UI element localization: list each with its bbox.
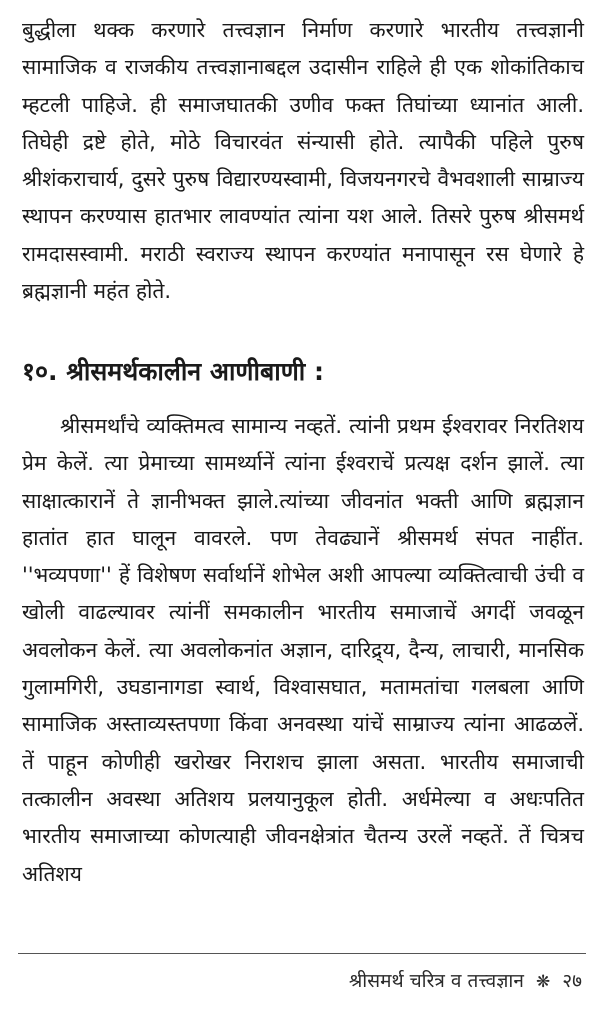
- body-paragraph-1: बुद्धीला थक्क करणारे तत्त्वज्ञान निर्माण करणारे भारतीय तत्त्वज्ञानी सामाजिक व राजकीय तत्त्वज्ञानाबद्दल उदासीन राहिले ही एक शोकांतिकाच म्हटली पाहिजे. ही समाजघातकी उणीव फक्त तिघांच्या ध्यानांत आली. तिघेही द्रष्टे होते, मोठे विचारवंत संन्यासी होते. त्यापैकी पहिले पुरुष श्रीशंकराचार्य, दुसरे पुरुष विद्यारण्यस्वामी, विजयनगरचे वैभवशाली साम्राज्य स्थापन करण्यास हातभार लावण्यांत त्यांना यश आले. तिसरे पुरुष श्रीसमर्थ रामदासस्वामी. मराठी स्वराज्य स्थापन करण्यांत मनापासून रस घेणारे हे ब्रह्मज्ञानी महंत होते.: [22, 18, 584, 304]
- section-heading: १०. श्रीसमर्थकालीन आणीबाणी :: [22, 357, 324, 386]
- footer-divider: [18, 953, 586, 954]
- flower-asterisk-icon: ❋: [535, 972, 551, 992]
- page-footer: [349, 966, 582, 997]
- body-paragraph-2: श्रीसमर्थांचे व्यक्तिमत्व सामान्य नव्हतें. त्यांनी प्रथम ईश्वरावर निरतिशय प्रेम केलें. त्या प्रेमाच्या सामर्थ्यानें त्यांना ईश्वराचें प्रत्यक्ष दर्शन झालें. त्या साक्षात्कारानें ते ज्ञानीभक्त झाले.त्यांच्या जीवनांत भक्ती आणि ब्रह्मज्ञान हातांत हात घालून वावरले. पण तेवढ्यानें श्रीसमर्थ संपत नाहींत. ''भव्यपणा'' हें विशेषण सर्वार्थानें शोभेल अशी आपल्या व्यक्तित्वाची उंची व खोली वाढल्यावर त्यांनीं समकालीन भारतीय समाजाचें अगदीं जवळून अवलोकन केलें. त्या अवलोकनांत अज्ञान, दारिद्र्य, दैन्य, लाचारी, मानसिक गुलामगिरी, उघडानागडा स्वार्थ, विश्वासघात, मतामतांचा गलबला आणि सामाजिक अस्ताव्यस्तपणा किंवा अनवस्था यांचें साम्राज्य त्यांना आढळलें. तें पाहून कोणीही खरोखर निराशच झाला असता. भारतीय समाजाची तत्कालीन अवस्था अतिशय प्रलयानुकूल होती. अर्धमेल्या व अधःपतित भारतीय समाजाच्या कोणत्याही जीवनक्षेत्रांत चैतन्य उरलें नव्हतें. तें चित्रच अतिशय: [22, 414, 584, 886]
- footer-book-title: श्रीसमर्थ चरित्र व तत्त्वज्ञान: [348, 970, 524, 992]
- page-number: २७: [562, 970, 582, 992]
